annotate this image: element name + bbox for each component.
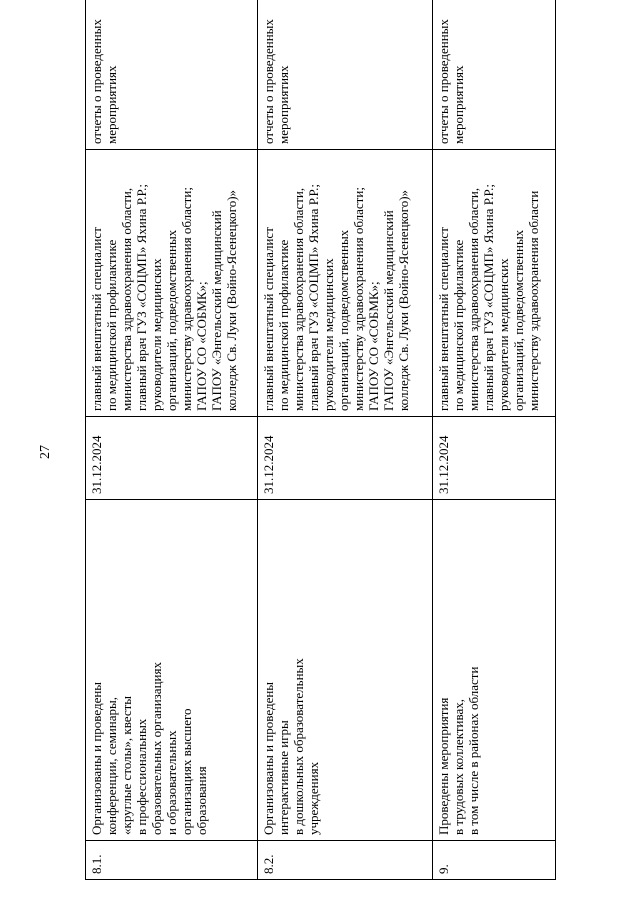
text-line: главный врач ГУЗ «СОЦМП» Яхина Р.Р.; <box>481 183 496 411</box>
activity-name <box>86 500 258 841</box>
text-line: интерактивные игры <box>276 720 291 835</box>
expected-result <box>433 0 556 150</box>
text-line: мероприятиях <box>276 65 291 144</box>
text-line: организациях высшего <box>179 708 194 835</box>
page-number: 27 <box>38 445 53 459</box>
item-number: 9. <box>433 841 556 880</box>
text-line: отчеты о проведенных <box>89 19 104 144</box>
text-line: по медицинской профилактике <box>276 239 291 411</box>
text-line: министерству здравоохранения области; <box>351 187 366 411</box>
text-line: организаций, подведомственных <box>164 229 179 411</box>
text-line: ГАПОУ СО «СОБМК»; <box>366 281 381 411</box>
rotated-table-wrapper <box>85 19 555 880</box>
activity-name <box>433 500 556 841</box>
text-line: ГАПОУ «Энгельсский медицинский <box>381 210 396 411</box>
table-row <box>258 0 433 880</box>
responsible-parties <box>433 150 556 417</box>
text-line: отчеты о проведенных <box>261 19 276 144</box>
text-line: главный врач ГУЗ «СОЦМП» Яхина Р.Р.; <box>134 183 149 411</box>
text-line: мероприятиях <box>104 65 119 144</box>
text-line: главный внештатный специалист <box>261 227 276 411</box>
table-row <box>86 0 258 880</box>
text-line: Организованы и проведены <box>261 681 276 835</box>
text-line: Проведены мероприятия <box>436 697 451 835</box>
text-line: главный внештатный специалист <box>89 227 104 411</box>
text-line: министерства здравоохранения области, <box>119 187 134 411</box>
text-line: организаций, подведомственных <box>511 229 526 411</box>
item-number: 8.1. <box>86 841 258 880</box>
text-line: образования <box>194 766 209 835</box>
text-line: в трудовых коллективах, <box>451 699 466 835</box>
text-line: по медицинской профилактике <box>104 239 119 411</box>
text-line: конференции, семинары, <box>104 697 119 835</box>
deadline-date: 31.12.2024 <box>258 417 433 500</box>
text-line: руководители медицинских <box>149 258 164 411</box>
text-line: руководители медицинских <box>321 258 336 411</box>
text-line: организаций, подведомственных <box>336 229 351 411</box>
text-line: в том числе в районах области <box>466 666 481 835</box>
text-line: учреждениях <box>306 761 321 835</box>
text-line: в профессиональных <box>134 718 149 835</box>
text-line: руководители медицинских <box>496 258 511 411</box>
text-line: отчеты о проведенных <box>436 19 451 144</box>
text-line: Организованы и проведены <box>89 681 104 835</box>
plan-table <box>85 0 556 880</box>
text-line: образовательных организациях <box>149 662 164 835</box>
expected-result <box>86 0 258 150</box>
text-line: министерству здравоохранения области <box>526 190 541 411</box>
text-line: главный врач ГУЗ «СОЦМП» Яхина Р.Р.; <box>306 183 321 411</box>
text-line: по медицинской профилактике <box>451 239 466 411</box>
text-line: министерства здравоохранения области, <box>466 187 481 411</box>
text-line: министерству здравоохранения области; <box>179 187 194 411</box>
text-line: в дошкольных образовательных <box>291 658 306 835</box>
text-line: главный внештатный специалист <box>436 227 451 411</box>
deadline-date: 31.12.2024 <box>86 417 258 500</box>
text-line: «круглые столы», квесты <box>119 695 134 835</box>
text-line: министерства здравоохранения области, <box>291 187 306 411</box>
responsible-parties <box>258 150 433 417</box>
deadline-date: 31.12.2024 <box>433 417 556 500</box>
responsible-parties <box>86 150 258 417</box>
text-line: ГАПОУ СО «СОБМК»; <box>194 281 209 411</box>
table-row <box>433 0 556 880</box>
expected-result <box>258 0 433 150</box>
item-number: 8.2. <box>258 841 433 880</box>
activity-name <box>258 500 433 841</box>
text-line: мероприятиях <box>451 65 466 144</box>
text-line: ГАПОУ «Энгельсский медицинский <box>209 210 224 411</box>
text-line: колледж Св. Луки (Войно-Ясенецкого)» <box>396 189 411 411</box>
text-line: колледж Св. Луки (Войно-Ясенецкого)» <box>224 189 239 411</box>
text-line: и образовательных <box>164 730 179 835</box>
